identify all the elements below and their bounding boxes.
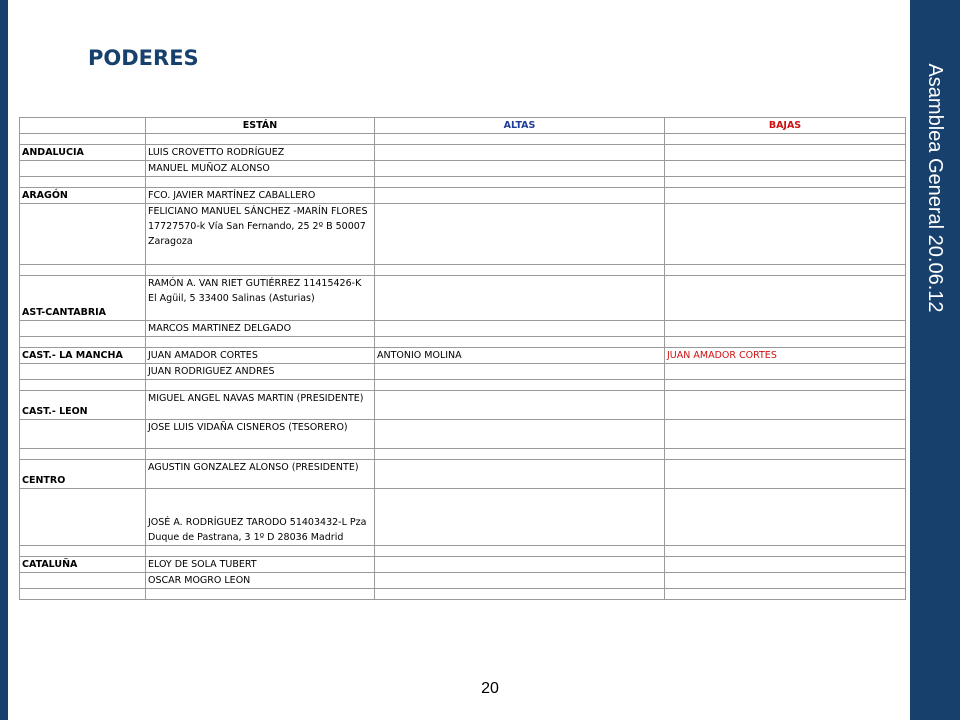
estan-cell: AGUSTIN GONZALEZ ALONSO (PRESIDENTE)	[146, 460, 375, 489]
table-row	[20, 204, 906, 265]
table-row	[20, 188, 906, 204]
estan-cell: JUAN RODRIGUEZ ANDRES	[146, 364, 375, 380]
side-title: Asamblea General 20.06.12	[924, 63, 946, 313]
bajas-cell: JUAN AMADOR CORTES	[665, 348, 906, 364]
region-cataluna: CATALUÑA	[20, 557, 146, 573]
spacer-row	[20, 265, 906, 276]
table-header-row	[20, 118, 906, 134]
table-row	[20, 489, 906, 546]
estan-cell: MIGUEL ANGEL NAVAS MARTIN (PRESIDENTE)	[146, 391, 375, 420]
header-region	[20, 118, 146, 134]
spacer-row	[20, 337, 906, 348]
region-ast-cantabria: AST-CANTABRIA	[20, 276, 146, 321]
estan-cell: JUAN AMADOR CORTES	[146, 348, 375, 364]
estan-cell: MANUEL MUÑOZ ALONSO	[146, 161, 375, 177]
estan-cell: OSCAR MOGRO LEON	[146, 573, 375, 589]
estan-cell: JOSE LUIS VIDAÑA CISNEROS (TESORERO)	[146, 420, 375, 449]
estan-cell: LUIS CROVETTO RODRÍGUEZ	[146, 145, 375, 161]
estan-cell: FCO. JAVIER MARTÍNEZ CABALLERO	[146, 188, 375, 204]
region-centro: CENTRO	[20, 460, 146, 489]
estan-cell: MARCOS MARTINEZ DELGADO	[146, 321, 375, 337]
table-row	[20, 348, 906, 364]
altas-cell: ANTONIO MOLINA	[375, 348, 665, 364]
region-aragon: ARAGÓN	[20, 188, 146, 204]
table-row	[20, 321, 906, 337]
region-cast-la-mancha: CAST.- LA MANCHA	[20, 348, 146, 364]
table-row	[20, 391, 906, 420]
table-row	[20, 573, 906, 589]
spacer-row	[20, 380, 906, 391]
estan-cell: JOSÉ A. RODRÍGUEZ TARODO 51403432-L Pza Duque de Pastrana, 3 1º D 28036 Madrid	[146, 489, 375, 546]
table-row	[20, 420, 906, 449]
header-estan: ESTÁN	[146, 118, 375, 134]
region-cast-leon: CAST.- LEON	[20, 391, 146, 420]
spacer-row	[20, 546, 906, 557]
table-row	[20, 145, 906, 161]
table-row	[20, 460, 906, 489]
powers-table	[19, 117, 906, 600]
altas-cell	[375, 145, 665, 161]
table-row	[20, 276, 906, 321]
left-accent-bar	[0, 0, 8, 720]
spacer-row	[20, 134, 906, 145]
table-row	[20, 557, 906, 573]
page-title: PODERES	[88, 46, 199, 70]
page-number: 20	[481, 680, 499, 697]
bajas-cell	[665, 145, 906, 161]
estan-cell: ELOY DE SOLA TUBERT	[146, 557, 375, 573]
spacer-row	[20, 449, 906, 460]
spacer-row	[20, 589, 906, 600]
spacer-row	[20, 177, 906, 188]
table-row	[20, 161, 906, 177]
header-altas: ALTAS	[375, 118, 665, 134]
estan-cell: FELICIANO MANUEL SÁNCHEZ -MARÍN FLORES 17727570-k Vía San Fernando, 25 2º B 50007 Zaragoza	[146, 204, 375, 265]
table-row	[20, 364, 906, 380]
region-andalucia: ANDALUCIA	[20, 145, 146, 161]
estan-cell: RAMÓN A. VAN RIET GUTIÉRREZ 11415426-K El Agüil, 5 33400 Salinas (Asturias)	[146, 276, 375, 321]
header-bajas: BAJAS	[665, 118, 906, 134]
